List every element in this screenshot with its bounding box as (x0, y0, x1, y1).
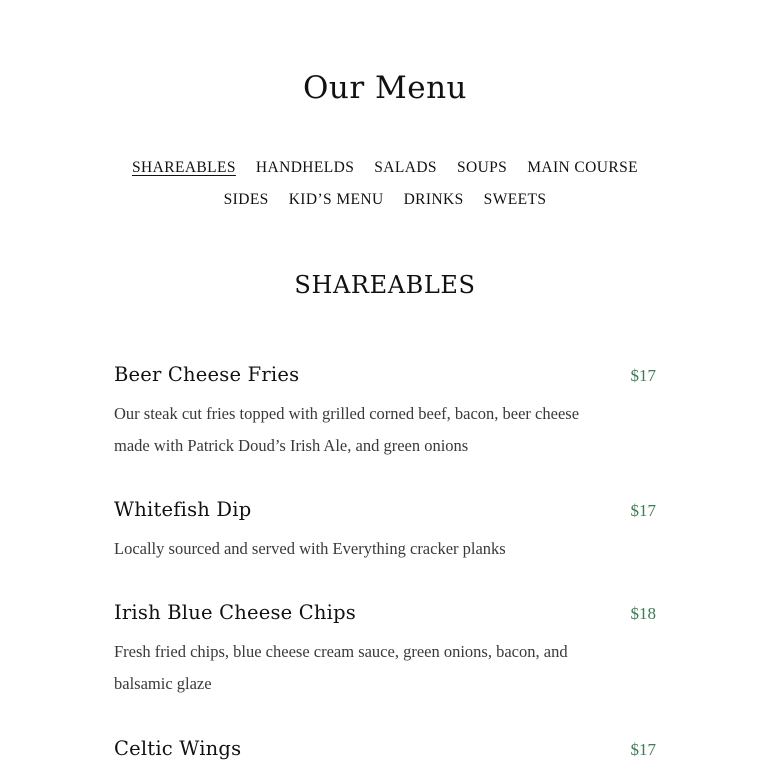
menu-item-name: Whitefish Dip (114, 498, 252, 521)
menu-item-beer-cheese-fries (114, 362, 656, 462)
menu-item-name: Irish Blue Cheese Chips (114, 601, 356, 624)
menu-item-price: $18 (630, 604, 656, 623)
menu-item-price: $17 (630, 740, 656, 759)
nav-link-sides[interactable]: SIDES (223, 191, 269, 208)
nav-link-kids-menu[interactable]: KID’S MENU (288, 191, 384, 208)
menu-item-whitefish-dip (114, 497, 656, 565)
page-title: Our Menu (302, 70, 468, 106)
menu-item-celtic-wings (114, 736, 656, 762)
menu-item-description: Our steak cut fries topped with grilled corned beef, bacon, beer cheese made with Patrick Doud’s Irish Ale, and green onions (114, 404, 580, 455)
nav-link-salads[interactable]: SALADS (374, 159, 437, 176)
menu-item-description: Fresh fried chips, blue cheese cream sauce, green onions, bacon, and balsamic glaze (114, 642, 568, 693)
menu-item-name: Celtic Wings (114, 737, 242, 760)
category-nav-row-1 (0, 159, 770, 177)
nav-link-drinks[interactable]: DRINKS (403, 191, 464, 208)
section-title: SHAREABLES (294, 271, 476, 299)
menu-item-price: $17 (630, 366, 656, 385)
category-nav-row-2 (0, 191, 770, 209)
menu-item-price: $17 (630, 501, 656, 520)
menu-item-description: Locally sourced and served with Everything cracker planks (114, 539, 506, 558)
menu-item-name: Beer Cheese Fries (114, 363, 300, 386)
nav-link-shareables[interactable]: SHAREABLES (132, 159, 236, 176)
nav-link-handhelds[interactable]: HANDHELDS (255, 159, 355, 176)
nav-link-soups[interactable]: SOUPS (456, 159, 508, 176)
menu-item-irish-blue-cheese-chips (114, 600, 656, 700)
nav-link-main-course[interactable]: MAIN COURSE (527, 159, 638, 176)
nav-link-sweets[interactable]: SWEETS (483, 191, 547, 208)
